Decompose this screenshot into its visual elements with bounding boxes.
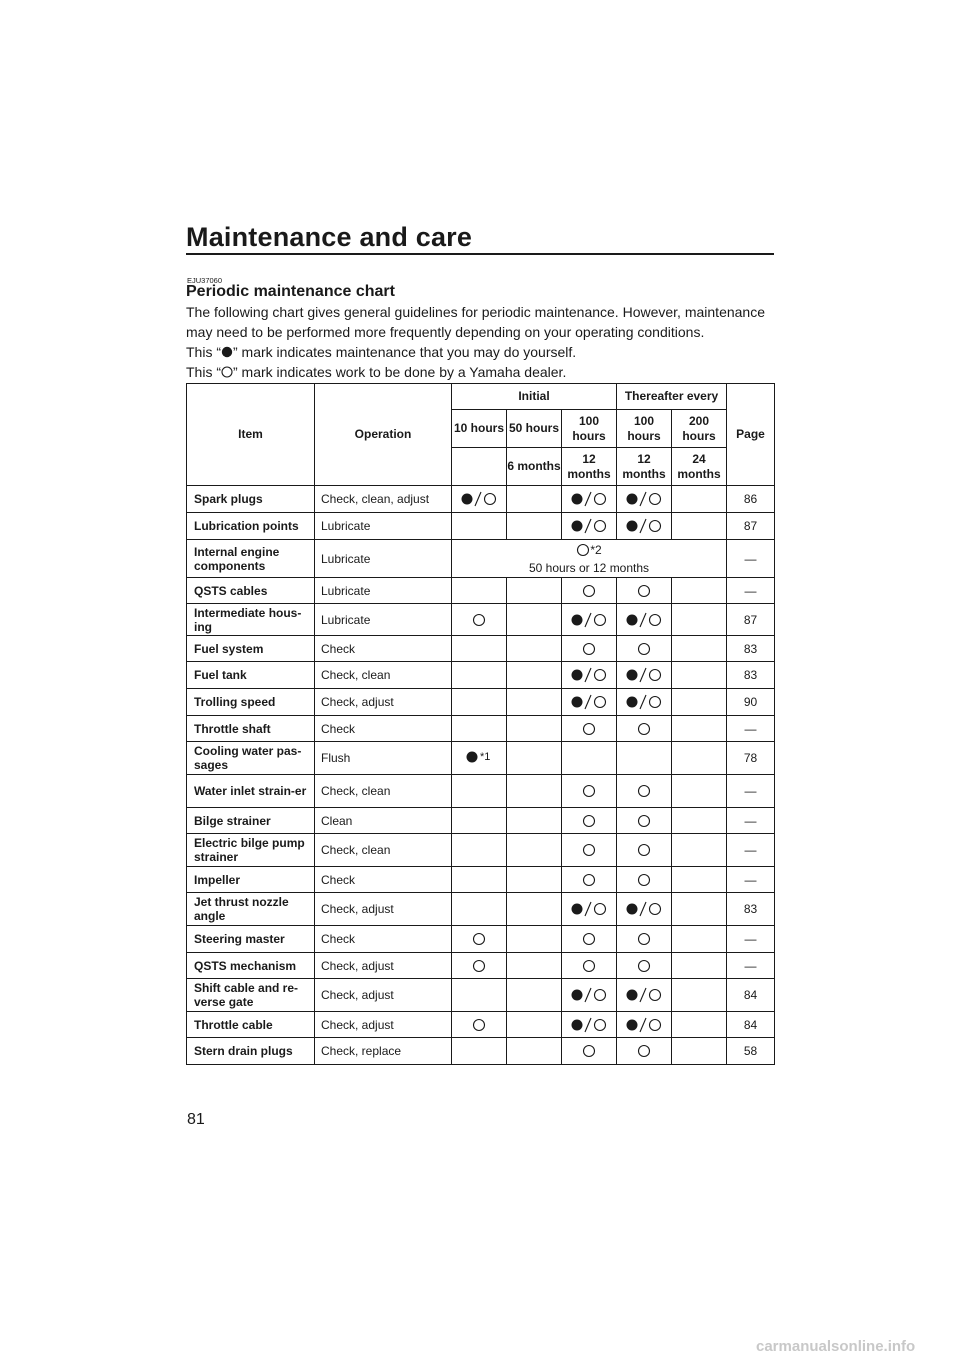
row-operation: Check, clean xyxy=(315,662,452,689)
header-item: Item xyxy=(187,384,315,486)
row-mark-cell xyxy=(562,979,617,1012)
row-mark-cell xyxy=(507,953,562,979)
open-circle-icon xyxy=(581,581,597,601)
row-mark-cell xyxy=(617,926,672,953)
open-circle-icon xyxy=(636,639,652,659)
row-operation: Check, adjust xyxy=(315,689,452,716)
row-item: Bilge strainer xyxy=(187,808,315,834)
table-row xyxy=(187,578,775,604)
table-row xyxy=(187,742,775,775)
header-12-months-thereafter: 12 months xyxy=(617,448,672,486)
table-row xyxy=(187,662,775,689)
filled-open-circle-icon xyxy=(625,665,663,685)
header-months-empty xyxy=(452,448,507,486)
row-mark-cell xyxy=(452,953,507,979)
filled-open-circle-icon xyxy=(570,899,608,919)
row-item: Shift cable and re-verse gate xyxy=(187,979,315,1012)
row-mark-cell xyxy=(617,953,672,979)
filled-open-circle-icon xyxy=(625,610,663,630)
row-item: Stern drain plugs xyxy=(187,1038,315,1065)
row-mark-cell xyxy=(507,689,562,716)
filled-open-circle-icon xyxy=(625,692,663,712)
row-mark-cell xyxy=(452,979,507,1012)
header-10-hours: 10 hours xyxy=(452,410,507,448)
legend-dealer-line xyxy=(186,362,786,382)
open-circle-icon xyxy=(581,870,597,890)
row-mark-cell xyxy=(672,689,727,716)
header-24-months: 24 months xyxy=(672,448,727,486)
row-operation: Flush xyxy=(315,742,452,775)
row-mark-cell xyxy=(507,834,562,867)
row-item: Cooling water pas-sages xyxy=(187,742,315,775)
row-mark-cell xyxy=(562,486,617,513)
filled-open-circle-icon xyxy=(625,1015,663,1035)
row-page: 87 xyxy=(727,604,775,636)
row-mark-cell xyxy=(672,513,727,540)
row-mark-cell xyxy=(507,513,562,540)
row-mark-cell xyxy=(452,808,507,834)
row-item: QSTS cables xyxy=(187,578,315,604)
row-page: 84 xyxy=(727,1012,775,1038)
table-row xyxy=(187,953,775,979)
row-mark-cell xyxy=(452,662,507,689)
row-operation: Check, adjust xyxy=(315,1012,452,1038)
row-mark-cell xyxy=(562,716,617,742)
open-circle-icon xyxy=(581,956,597,976)
row-item: Intermediate hous-ing xyxy=(187,604,315,636)
row-operation: Clean xyxy=(315,808,452,834)
row-item: Throttle cable xyxy=(187,1012,315,1038)
filled-open-circle-icon xyxy=(570,692,608,712)
row-mark-cell xyxy=(672,716,727,742)
row-mark-cell xyxy=(672,834,727,867)
row-mark-cell xyxy=(562,578,617,604)
legend-self-prefix: This “ xyxy=(186,344,221,360)
row-operation: Check xyxy=(315,926,452,953)
row-item: Impeller xyxy=(187,867,315,893)
header-100-hours-thereafter: 100 hours xyxy=(617,410,672,448)
row-mark-cell xyxy=(507,867,562,893)
row-mark-cell xyxy=(617,775,672,808)
row-mark-cell xyxy=(562,893,617,926)
section-code: EJU37060 xyxy=(187,276,223,285)
row-operation: Check, clean xyxy=(315,834,452,867)
row-operation: Check, clean xyxy=(315,775,452,808)
row-mark-cell xyxy=(452,867,507,893)
table-row xyxy=(187,1038,775,1065)
row-mark-cell xyxy=(617,1038,672,1065)
row-mark-cell xyxy=(617,604,672,636)
open-circle-icon xyxy=(581,639,597,659)
row-operation: Lubricate xyxy=(315,578,452,604)
chapter-title: Maintenance and care xyxy=(186,222,473,252)
row-mark-cell xyxy=(452,1038,507,1065)
table-row xyxy=(187,689,775,716)
open-circle-icon xyxy=(581,811,597,831)
open-circle-icon xyxy=(221,366,233,378)
row-mark-cell xyxy=(617,636,672,662)
legend-dealer-prefix: This “ xyxy=(186,364,221,380)
row-mark-cell xyxy=(617,716,672,742)
row-mark-cell xyxy=(617,979,672,1012)
row-mark-cell xyxy=(617,578,672,604)
row-mark-cell xyxy=(507,1012,562,1038)
row-mark-cell xyxy=(452,689,507,716)
table-row xyxy=(187,513,775,540)
open-circle-icon xyxy=(636,581,652,601)
row-mark-cell xyxy=(672,1012,727,1038)
table-row xyxy=(187,926,775,953)
header-200-hours: 200 hours xyxy=(672,410,727,448)
filled-open-circle-icon xyxy=(625,489,663,509)
open-circle-icon xyxy=(636,840,652,860)
row-mark-cell xyxy=(452,926,507,953)
table-row xyxy=(187,834,775,867)
open-circle-icon xyxy=(471,956,487,976)
row-operation: Check, replace xyxy=(315,1038,452,1065)
open-circle-icon xyxy=(636,929,652,949)
open-circle-icon xyxy=(636,956,652,976)
row-operation: Lubricate xyxy=(315,540,452,578)
header-initial: Initial xyxy=(452,384,617,410)
row-item: Fuel tank xyxy=(187,662,315,689)
row-mark-cell xyxy=(617,486,672,513)
page-number: 81 xyxy=(187,1111,205,1128)
row-mark-cell xyxy=(562,1038,617,1065)
row-item: Trolling speed xyxy=(187,689,315,716)
row-mark-cell xyxy=(672,1038,727,1065)
header-12-months-initial: 12 months xyxy=(562,448,617,486)
row-page: 83 xyxy=(727,662,775,689)
header-operation: Operation xyxy=(315,384,452,486)
row-page: 58 xyxy=(727,1038,775,1065)
row-mark-cell xyxy=(672,742,727,775)
row-mark-cell xyxy=(617,808,672,834)
row-page: — xyxy=(727,716,775,742)
table-row xyxy=(187,716,775,742)
row-mark-cell xyxy=(507,604,562,636)
row-mark-cell xyxy=(507,775,562,808)
open-circle-icon xyxy=(636,1041,652,1061)
row-mark-cell xyxy=(672,578,727,604)
row-mark-cell xyxy=(562,775,617,808)
row-page: — xyxy=(727,808,775,834)
legend-self-line xyxy=(186,342,786,362)
row-page: — xyxy=(727,953,775,979)
chart-body xyxy=(187,486,775,1065)
row-mark-cell xyxy=(562,513,617,540)
row-mark-cell xyxy=(562,636,617,662)
row-item: Internal engine components xyxy=(187,540,315,578)
row-mark-cell xyxy=(562,953,617,979)
row-mark-cell xyxy=(617,742,672,775)
row-operation: Lubricate xyxy=(315,513,452,540)
row-page: — xyxy=(727,867,775,893)
row-page: — xyxy=(727,834,775,867)
row-mark-cell xyxy=(452,486,507,513)
row-page: 86 xyxy=(727,486,775,513)
intro-text-block xyxy=(186,302,786,382)
row-mark-cell xyxy=(562,867,617,893)
row-mark-cell xyxy=(617,893,672,926)
table-row xyxy=(187,808,775,834)
filled-open-circle-icon xyxy=(625,899,663,919)
row-mark-cell xyxy=(672,808,727,834)
row-mark-cell xyxy=(452,834,507,867)
row-mark-cell xyxy=(507,1038,562,1065)
row-item: Electric bilge pump strainer xyxy=(187,834,315,867)
row-mark-cell xyxy=(507,893,562,926)
row-mark-cell xyxy=(617,867,672,893)
row-item: Steering master xyxy=(187,926,315,953)
row-mark-cell xyxy=(672,926,727,953)
row-mark-cell xyxy=(562,834,617,867)
open-circle-icon xyxy=(471,929,487,949)
filled-circle-icon xyxy=(221,346,233,358)
legend-self-suffix: ” mark indicates maintenance that you may do yourself. xyxy=(233,344,577,360)
row-mark-cell xyxy=(672,662,727,689)
row-operation: Check, adjust xyxy=(315,979,452,1012)
row-mark-cell xyxy=(672,979,727,1012)
row-operation: Check, adjust xyxy=(315,953,452,979)
row-mark-cell xyxy=(672,893,727,926)
filled-open-circle-icon xyxy=(570,516,608,536)
row-mark-cell xyxy=(507,979,562,1012)
open-circle-icon xyxy=(581,929,597,949)
section-title: Periodic maintenance chart xyxy=(186,283,395,300)
row-page: 83 xyxy=(727,893,775,926)
row-item: Spark plugs xyxy=(187,486,315,513)
row-mark-cell xyxy=(452,513,507,540)
filled-open-circle-icon xyxy=(570,489,608,509)
header-100-hours-initial: 100 hours xyxy=(562,410,617,448)
row-mark-cell xyxy=(452,893,507,926)
row-mark-cell xyxy=(507,808,562,834)
filled-open-circle-icon xyxy=(570,1015,608,1035)
row-mark-cell xyxy=(452,775,507,808)
row-mark-cell xyxy=(672,953,727,979)
filled-open-circle-icon xyxy=(460,489,498,509)
open-circle-icon xyxy=(581,781,597,801)
header-row-1 xyxy=(187,384,775,410)
row-mark-cell xyxy=(562,808,617,834)
row-mark-cell xyxy=(617,689,672,716)
intro-paragraph: The following chart gives general guidelines for periodic maintenance. However, maintenance may need to be performed more frequently depending on your operating conditions. xyxy=(186,304,765,340)
row-operation: Check xyxy=(315,636,452,662)
row-item: Jet thrust nozzle angle xyxy=(187,893,315,926)
open-circle-icon xyxy=(636,781,652,801)
row-mark-cell xyxy=(452,1012,507,1038)
row-mark-cell xyxy=(672,604,727,636)
table-row xyxy=(187,604,775,636)
header-6-months: 6 months xyxy=(507,448,562,486)
open-circle-icon xyxy=(471,610,487,630)
row-page: 87 xyxy=(727,513,775,540)
row-page: — xyxy=(727,540,775,578)
row-mark-cell xyxy=(562,926,617,953)
row-mark-cell xyxy=(562,742,617,775)
row-item: Throttle shaft xyxy=(187,716,315,742)
row-operation: Check xyxy=(315,716,452,742)
row-page: — xyxy=(727,775,775,808)
filled-open-circle-icon xyxy=(570,665,608,685)
legend-dealer-suffix: ” mark indicates work to be done by a Yamaha dealer. xyxy=(233,364,567,380)
table-row xyxy=(187,893,775,926)
row-operation: Check xyxy=(315,867,452,893)
table-row xyxy=(187,979,775,1012)
row-mark-cell xyxy=(452,636,507,662)
row-mark-cell xyxy=(452,604,507,636)
filled-open-circle-icon xyxy=(625,985,663,1005)
row-mark-cell xyxy=(562,689,617,716)
row-mark-cell xyxy=(672,775,727,808)
open-circle-icon xyxy=(471,1015,487,1035)
row-page: 84 xyxy=(727,979,775,1012)
row-mark-cell xyxy=(507,716,562,742)
header-thereafter: Thereafter every xyxy=(617,384,727,410)
open-circle-icon xyxy=(581,840,597,860)
row-mark-cell xyxy=(617,834,672,867)
watermark: carmanualsonline.info xyxy=(756,1338,916,1355)
filled-open-circle-icon xyxy=(625,516,663,536)
row-mark-cell xyxy=(672,636,727,662)
row-mark-cell xyxy=(507,636,562,662)
row-mark-cell xyxy=(507,742,562,775)
open-circle-icon xyxy=(636,719,652,739)
chapter-rule xyxy=(186,253,774,255)
row-operation: Check, clean, adjust xyxy=(315,486,452,513)
row-item: Water inlet strain-er xyxy=(187,775,315,808)
row-interval-note xyxy=(452,540,727,578)
open-circle-icon xyxy=(581,719,597,739)
row-mark-cell xyxy=(562,604,617,636)
open-circle-icon xyxy=(636,870,652,890)
row-operation: Check, adjust xyxy=(315,893,452,926)
open-circle-icon xyxy=(576,542,590,558)
footnote-marker: *2 xyxy=(590,543,602,557)
table-row xyxy=(187,1012,775,1038)
open-circle-icon xyxy=(581,1041,597,1061)
row-mark-cell xyxy=(452,742,507,775)
row-mark-cell xyxy=(452,578,507,604)
row-mark-cell xyxy=(562,1012,617,1038)
row-item: Fuel system xyxy=(187,636,315,662)
table-row xyxy=(187,636,775,662)
row-mark-cell xyxy=(672,486,727,513)
filled-open-circle-icon xyxy=(570,610,608,630)
row-mark-cell xyxy=(672,867,727,893)
interval-note-text: 50 hours or 12 months xyxy=(528,561,650,575)
row-page: 78 xyxy=(727,742,775,775)
table-row xyxy=(187,775,775,808)
header-page: Page xyxy=(727,384,775,486)
row-page: 90 xyxy=(727,689,775,716)
open-circle-icon xyxy=(636,811,652,831)
table-row xyxy=(187,486,775,513)
maintenance-chart-table xyxy=(186,383,775,1065)
row-page: — xyxy=(727,578,775,604)
row-item: Lubrication points xyxy=(187,513,315,540)
filled-open-circle-icon xyxy=(570,985,608,1005)
filled-circle-icon xyxy=(464,747,480,767)
row-page: — xyxy=(727,926,775,953)
row-mark-cell xyxy=(617,513,672,540)
row-mark-cell xyxy=(507,926,562,953)
row-mark-cell xyxy=(617,1012,672,1038)
header-50-hours: 50 hours xyxy=(507,410,562,448)
footnote-marker: *1 xyxy=(480,750,491,763)
row-mark-cell xyxy=(507,662,562,689)
table-row xyxy=(187,867,775,893)
row-mark-cell xyxy=(452,716,507,742)
row-operation: Lubricate xyxy=(315,604,452,636)
row-mark-cell xyxy=(562,662,617,689)
row-page: 83 xyxy=(727,636,775,662)
table-row xyxy=(187,540,775,578)
row-mark-cell xyxy=(507,578,562,604)
row-item: QSTS mechanism xyxy=(187,953,315,979)
row-mark-cell xyxy=(507,486,562,513)
row-mark-cell xyxy=(617,662,672,689)
